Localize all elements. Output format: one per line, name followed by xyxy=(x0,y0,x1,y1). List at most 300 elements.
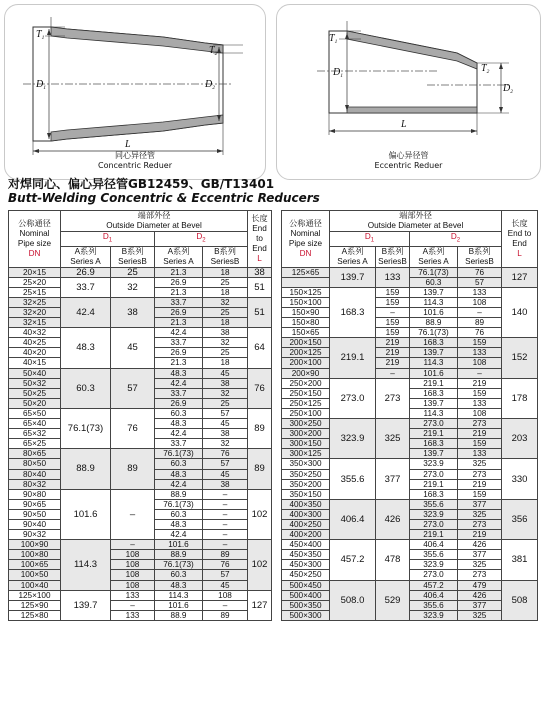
d2-series-b-cell: 32 xyxy=(203,439,248,449)
d2-series-a-cell: 76.1(73) xyxy=(410,328,458,338)
d2-series-a-cell: 219.1 xyxy=(410,530,458,540)
length-cell: 140 xyxy=(502,287,538,337)
table-row xyxy=(282,439,538,449)
header-dn-dn_en1: Nominal xyxy=(290,228,321,238)
header-series-b-en: SeriesB xyxy=(118,256,147,266)
concentric-caption-en: Concentric Reduer xyxy=(97,161,172,170)
d2-series-a-cell: 101.6 xyxy=(155,540,203,550)
dn-cell: 350×250 xyxy=(282,469,330,479)
d1-series-a-cell: 168.3 xyxy=(330,287,376,337)
d2-series-b-cell: 32 xyxy=(203,338,248,348)
table-row xyxy=(282,509,538,519)
d2-series-a-cell: 101.6 xyxy=(155,600,203,610)
reducer-table-right xyxy=(281,210,538,621)
d1-series-b-cell: 108 xyxy=(111,580,155,590)
l-label: L xyxy=(125,139,131,150)
dn-cell: 40×20 xyxy=(9,348,61,358)
header-series-a-cn: A系列 xyxy=(422,246,445,256)
dn-cell: 350×150 xyxy=(282,489,330,499)
length-cell: 89 xyxy=(248,449,272,489)
d2-series-b-cell: 57 xyxy=(203,570,248,580)
table-header xyxy=(282,211,538,268)
d2-label: $D_2$ xyxy=(205,79,215,91)
d1-series-b-cell: 38 xyxy=(111,297,155,327)
table-row xyxy=(282,348,538,358)
length-cell: 508 xyxy=(502,580,538,620)
table-row xyxy=(282,560,538,570)
dn-cell: 200×125 xyxy=(282,348,330,358)
dn-cell: 250×150 xyxy=(282,388,330,398)
header-dn-code: DN xyxy=(28,248,41,258)
d1-series-a-cell: 139.7 xyxy=(61,590,111,620)
d2-series-a-cell: 114.3 xyxy=(410,358,458,368)
table-row xyxy=(282,499,538,509)
dn-cell: 65×40 xyxy=(9,419,61,429)
d2-series-b-cell: 325 xyxy=(458,459,502,469)
table-row xyxy=(9,449,272,459)
d1-series-a-cell: 139.7 xyxy=(330,267,376,287)
d2-series-b-cell: 38 xyxy=(203,479,248,489)
table-row xyxy=(282,419,538,429)
d2-series-a-cell: 76.1(73) xyxy=(155,449,203,459)
d2-series-b-cell: 45 xyxy=(203,469,248,479)
dn-cell: 300×200 xyxy=(282,429,330,439)
table-row xyxy=(282,408,538,418)
d1-series-b-cell: 478 xyxy=(376,540,410,580)
d2-series-b-cell: 159 xyxy=(458,338,502,348)
table-header xyxy=(9,211,272,268)
header-d1-letter: D xyxy=(364,232,371,241)
dn-cell: 100×40 xyxy=(9,580,61,590)
header-dn-dn_cn: 公称通径 xyxy=(18,218,51,228)
d1-series-b-cell: 108 xyxy=(111,550,155,560)
header-series-b xyxy=(376,246,410,267)
ecc-d1-label: $D_1$ xyxy=(333,67,343,79)
d2-series-b-cell: 38 xyxy=(203,429,248,439)
ecc-d2-label: $D_2$ xyxy=(503,83,513,95)
d2-series-a-cell: 48.3 xyxy=(155,580,203,590)
table-row xyxy=(282,398,538,408)
d2-series-b-cell: 273 xyxy=(458,570,502,580)
header-od-cn: 端部外径 xyxy=(399,211,432,220)
dn-cell: 80×65 xyxy=(9,449,61,459)
d2-series-b-cell: 219 xyxy=(458,429,502,439)
header-series-a-cn: A系列 xyxy=(74,246,97,256)
t1-label: $T_1$ xyxy=(36,29,45,41)
header-dn-dn_en2: Pipe size xyxy=(288,238,323,248)
d2-series-a-cell: 42.4 xyxy=(155,378,203,388)
d2-series-a-cell: 42.4 xyxy=(155,429,203,439)
d1-series-b-cell: 377 xyxy=(376,459,410,499)
header-series-a-en: Series A xyxy=(337,256,368,266)
dn-cell: 300×250 xyxy=(282,419,330,429)
d2-series-a-cell: 60.3 xyxy=(155,459,203,469)
header-dn-dn_cn: 公称通径 xyxy=(289,218,322,228)
header-series-a xyxy=(330,246,376,267)
dn-cell: 300×150 xyxy=(282,439,330,449)
table-row xyxy=(282,519,538,529)
header-series-b xyxy=(203,246,248,267)
d2-series-b-cell: – xyxy=(203,519,248,529)
d1-series-b-cell: – xyxy=(376,308,410,318)
d2-series-b-cell: 89 xyxy=(203,550,248,560)
d2-series-a-cell: 168.3 xyxy=(410,388,458,398)
table-row xyxy=(282,600,538,610)
d1-series-a-cell: 42.4 xyxy=(61,297,111,327)
d2-series-a-cell: 26.9 xyxy=(155,277,203,287)
dn-cell: 400×200 xyxy=(282,530,330,540)
d2-series-a-cell: 323.9 xyxy=(410,560,458,570)
d2-series-a-cell: 168.3 xyxy=(410,439,458,449)
d2-series-b-cell: 25 xyxy=(203,277,248,287)
d2-series-b-cell: 325 xyxy=(458,560,502,570)
d1-series-b-cell: 25 xyxy=(111,267,155,277)
d2-series-b-cell: 108 xyxy=(458,358,502,368)
d2-series-b-cell: 38 xyxy=(203,328,248,338)
length-cell: 178 xyxy=(502,378,538,418)
d2-series-b-cell: 57 xyxy=(458,277,502,287)
d2-series-a-cell: 355.6 xyxy=(410,499,458,509)
dn-cell: 400×300 xyxy=(282,509,330,519)
d1-series-b-cell: 57 xyxy=(111,368,155,408)
table-row xyxy=(9,590,272,600)
length-cell: 356 xyxy=(502,499,538,539)
d2-series-a-cell: 26.9 xyxy=(155,348,203,358)
dn-cell: 100×50 xyxy=(9,570,61,580)
d2-series-a-cell: 88.9 xyxy=(410,318,458,328)
ecc-t2-label: $T_2$ xyxy=(481,63,490,75)
table-row xyxy=(282,328,538,338)
header-series-b-cn: B系列 xyxy=(214,246,236,256)
header-length xyxy=(248,211,272,268)
dn-cell: 150×125 xyxy=(282,287,330,297)
d2-series-b-cell: 219 xyxy=(458,378,502,388)
d2-series-a-cell: 114.3 xyxy=(155,590,203,600)
header-d2 xyxy=(155,232,248,247)
d2-series-b-cell: 32 xyxy=(203,297,248,307)
d2-series-b-cell: – xyxy=(203,489,248,499)
table-row xyxy=(282,297,538,307)
d2-series-b-cell: 133 xyxy=(458,287,502,297)
header-d1-letter: D xyxy=(102,232,109,241)
d2-series-a-cell: 273.0 xyxy=(410,570,458,580)
d2-series-a-cell: 273.0 xyxy=(410,519,458,529)
d1-series-b-cell: 529 xyxy=(376,580,410,620)
d2-series-b-cell: 159 xyxy=(458,388,502,398)
dn-cell: 350×300 xyxy=(282,459,330,469)
d1-series-b-cell: – xyxy=(111,489,155,539)
length-cell: 203 xyxy=(502,419,538,459)
dn-cell: 100×90 xyxy=(9,540,61,550)
dn-cell: 40×25 xyxy=(9,338,61,348)
length-cell: 381 xyxy=(502,540,538,580)
d2-series-b-cell: 426 xyxy=(458,590,502,600)
table-row xyxy=(282,479,538,489)
d1-series-b-cell: 45 xyxy=(111,328,155,368)
table-row xyxy=(282,378,538,388)
dn-cell: 250×200 xyxy=(282,378,330,388)
dn-cell: 40×15 xyxy=(9,358,61,368)
table-row xyxy=(282,449,538,459)
header-series-a xyxy=(61,246,111,267)
d2-series-a-cell: 60.3 xyxy=(155,509,203,519)
length-cell: 64 xyxy=(248,328,272,368)
dn-cell: 500×400 xyxy=(282,590,330,600)
header-d2-letter: D xyxy=(450,232,457,241)
dn-cell: 400×350 xyxy=(282,499,330,509)
dn-cell: 40×32 xyxy=(9,328,61,338)
d1-series-a-cell: 273.0 xyxy=(330,378,376,418)
dn-cell: 90×40 xyxy=(9,519,61,529)
d2-series-a-cell: 114.3 xyxy=(410,297,458,307)
d1-series-a-cell: 508.0 xyxy=(330,580,376,620)
d2-series-a-cell: 139.7 xyxy=(410,348,458,358)
d2-series-b-cell: 108 xyxy=(458,297,502,307)
d1-series-b-cell: 426 xyxy=(376,499,410,539)
header-od-en: Outside Diameter at Bevel xyxy=(367,221,464,230)
d1-series-b-cell: 273 xyxy=(376,378,410,418)
header-series-b-en: SeriesB xyxy=(465,256,494,266)
d2-series-b-cell: 18 xyxy=(203,358,248,368)
header-series-a-cn: A系列 xyxy=(167,246,190,256)
d2-series-a-cell: 33.7 xyxy=(155,338,203,348)
d1-series-a-cell: 406.4 xyxy=(330,499,376,539)
table-row xyxy=(282,338,538,348)
d2-series-b-cell: 45 xyxy=(203,368,248,378)
d1-series-b-cell: 325 xyxy=(376,419,410,459)
dn-cell: 450×300 xyxy=(282,560,330,570)
d2-series-b-cell: – xyxy=(458,308,502,318)
header-dn-code: DN xyxy=(299,248,312,258)
dn-cell: 100×65 xyxy=(9,560,61,570)
dn-cell: 80×32 xyxy=(9,479,61,489)
d2-series-a-cell: 323.9 xyxy=(410,459,458,469)
t2-label: $T_2$ xyxy=(209,45,218,57)
d2-series-b-cell: 108 xyxy=(203,590,248,600)
header-series-b-cn: B系列 xyxy=(381,246,404,256)
header-length-len_en1: End to xyxy=(252,223,267,243)
header-series-b-cn: B系列 xyxy=(121,246,144,256)
d2-series-a-cell: 406.4 xyxy=(410,590,458,600)
eccentric-caption-cn: 偏心异径管 xyxy=(388,151,429,160)
table-row xyxy=(282,277,538,287)
d2-series-a-cell: 21.3 xyxy=(155,318,203,328)
dn-cell: 32×15 xyxy=(9,318,61,328)
header-series-b-en: SeriesB xyxy=(378,256,407,266)
d2-series-b-cell: 159 xyxy=(458,489,502,499)
dn-cell: 20×15 xyxy=(9,267,61,277)
dn-cell: 80×50 xyxy=(9,459,61,469)
dn-cell: 50×32 xyxy=(9,378,61,388)
dn-cell: 200×100 xyxy=(282,358,330,368)
dn-cell: 65×32 xyxy=(9,429,61,439)
reducer-table-left xyxy=(8,210,272,621)
header-outside-diameter xyxy=(61,211,248,232)
eccentric-reducer-drawing xyxy=(276,4,541,180)
header-dn-dn_en1: Nominal xyxy=(19,228,50,238)
d1-series-a-cell: 33.7 xyxy=(61,277,111,297)
d1-series-b-cell: – xyxy=(111,540,155,550)
length-cell: 102 xyxy=(248,489,272,539)
dn-cell: 450×250 xyxy=(282,570,330,580)
header-series-a-en: Series A xyxy=(163,256,194,266)
d2-series-b-cell: – xyxy=(203,530,248,540)
d2-series-b-cell: 426 xyxy=(458,540,502,550)
header-d2-sub: 2 xyxy=(202,237,206,244)
ecc-l-label: L xyxy=(401,119,407,130)
d2-series-b-cell: 108 xyxy=(458,408,502,418)
header-dn xyxy=(282,211,330,268)
table-row xyxy=(282,388,538,398)
d1-series-b-cell: 159 xyxy=(376,287,410,297)
d2-series-b-cell: 32 xyxy=(203,388,248,398)
d2-series-b-cell: 159 xyxy=(458,439,502,449)
table-row xyxy=(9,277,272,287)
header-length-len_en2: End xyxy=(512,238,527,248)
length-cell: 38 xyxy=(248,267,272,277)
d1-series-b-cell: 108 xyxy=(111,570,155,580)
d2-series-b-cell: 133 xyxy=(458,398,502,408)
d1-series-b-cell: 133 xyxy=(376,267,410,287)
d2-series-a-cell: 33.7 xyxy=(155,297,203,307)
d1-series-b-cell: 159 xyxy=(376,297,410,307)
title-chinese: 对焊同心、偏心异径管GB12459、GB/T13401 xyxy=(8,177,275,191)
d1-series-a-cell: 26.9 xyxy=(61,267,111,277)
d2-series-a-cell: 60.3 xyxy=(410,277,458,287)
d2-series-a-cell: 323.9 xyxy=(410,509,458,519)
header-od-en: Outside Diameter at Bevel xyxy=(106,221,202,230)
dn-cell: 65×25 xyxy=(9,439,61,449)
d2-series-b-cell: 76 xyxy=(203,560,248,570)
d1-series-b-cell: 219 xyxy=(376,338,410,348)
header-dn-dn_en2: Pipe size xyxy=(17,238,52,248)
length-cell: 127 xyxy=(502,267,538,287)
table-row xyxy=(282,469,538,479)
d2-series-b-cell: 57 xyxy=(203,408,248,418)
header-d1-sub: 1 xyxy=(370,237,375,244)
header-series-b-cn: B系列 xyxy=(468,246,491,256)
dn-cell: 450×350 xyxy=(282,550,330,560)
d2-series-b-cell: 325 xyxy=(458,509,502,519)
length-cell: 51 xyxy=(248,277,272,297)
d2-series-b-cell: 377 xyxy=(458,600,502,610)
d2-series-b-cell: 273 xyxy=(458,519,502,529)
dn-cell: 32×25 xyxy=(9,297,61,307)
header-d2-sub: 2 xyxy=(456,237,461,244)
concentric-reducer-drawing xyxy=(4,4,266,180)
dn-cell: 25×15 xyxy=(9,287,61,297)
d1-series-a-cell: 60.3 xyxy=(61,368,111,408)
d1-series-a-cell: 355.6 xyxy=(330,459,376,499)
dn-cell: 125×80 xyxy=(9,610,61,620)
header-series-a-cn: A系列 xyxy=(341,246,364,256)
length-cell: 51 xyxy=(248,297,272,327)
d1-series-a-cell: 101.6 xyxy=(61,489,111,539)
dn-cell: 90×65 xyxy=(9,499,61,509)
dn-cell: 125×65 xyxy=(282,267,330,277)
header-series-b xyxy=(458,246,502,267)
d2-series-b-cell: 45 xyxy=(203,580,248,590)
header-d1 xyxy=(330,232,410,247)
d2-series-b-cell: 76 xyxy=(203,449,248,459)
d1-series-b-cell: 219 xyxy=(376,348,410,358)
table-row xyxy=(9,580,272,590)
header-length-len_cn: 长度 xyxy=(251,213,268,223)
d2-series-a-cell: 60.3 xyxy=(155,570,203,580)
dn-cell: 200×150 xyxy=(282,338,330,348)
dn-cell: 150×100 xyxy=(282,297,330,307)
length-cell: 330 xyxy=(502,459,538,499)
d2-series-b-cell: 219 xyxy=(458,530,502,540)
dn-cell: 50×20 xyxy=(9,398,61,408)
dn-cell: 400×250 xyxy=(282,519,330,529)
header-length-code: L xyxy=(257,253,262,263)
dn-cell: 25×20 xyxy=(9,277,61,287)
d2-series-a-cell: 273.0 xyxy=(410,469,458,479)
header-d1 xyxy=(61,232,155,247)
dn-cell: 90×80 xyxy=(9,489,61,499)
d2-series-a-cell: 88.9 xyxy=(155,550,203,560)
d2-series-a-cell: 48.3 xyxy=(155,519,203,529)
d2-series-a-cell: 323.9 xyxy=(410,610,458,620)
d2-series-a-cell: 355.6 xyxy=(410,600,458,610)
d1-series-a-cell: 48.3 xyxy=(61,328,111,368)
table-row xyxy=(282,570,538,580)
title-english: Butt-Welding Concentric & Eccentric Reducers xyxy=(8,191,320,205)
d2-series-a-cell: 60.3 xyxy=(155,408,203,418)
d2-series-a-cell: 26.9 xyxy=(155,308,203,318)
table-row xyxy=(282,358,538,368)
ecc-t1-label: $T_1$ xyxy=(329,33,338,45)
header-outside-diameter xyxy=(330,211,502,232)
d2-series-a-cell: 42.4 xyxy=(155,328,203,338)
d1-series-a-cell: 88.9 xyxy=(61,449,111,489)
table-row xyxy=(282,287,538,297)
d1-series-b-cell: 32 xyxy=(111,277,155,297)
d2-series-b-cell: 25 xyxy=(203,398,248,408)
d2-series-b-cell: 45 xyxy=(203,419,248,429)
table-row xyxy=(282,530,538,540)
d1-series-b-cell: 133 xyxy=(111,610,155,620)
d2-series-a-cell: 219.1 xyxy=(410,479,458,489)
d2-series-b-cell: 219 xyxy=(458,479,502,489)
dn-cell: 65×50 xyxy=(9,408,61,418)
d1-series-a-cell: 457.2 xyxy=(330,540,376,580)
d2-series-b-cell: 57 xyxy=(203,459,248,469)
dn-cell: 125×90 xyxy=(9,600,61,610)
d2-series-a-cell: 139.7 xyxy=(410,449,458,459)
d1-series-b-cell: 159 xyxy=(376,318,410,328)
dn-cell: 32×20 xyxy=(9,308,61,318)
d2-series-b-cell: 25 xyxy=(203,308,248,318)
table-row xyxy=(9,570,272,580)
table-row xyxy=(282,429,538,439)
table-row xyxy=(282,550,538,560)
table-row xyxy=(282,368,538,378)
table-row xyxy=(282,489,538,499)
d2-series-a-cell: 42.4 xyxy=(155,530,203,540)
d2-series-b-cell: 76 xyxy=(458,267,502,277)
table-row xyxy=(9,408,272,418)
dn-cell: 500×350 xyxy=(282,600,330,610)
d2-series-b-cell: – xyxy=(203,540,248,550)
d1-series-b-cell: – xyxy=(111,600,155,610)
dn-cell: 350×200 xyxy=(282,479,330,489)
table-row xyxy=(9,328,272,338)
d1-series-a-cell: 219.1 xyxy=(330,338,376,378)
d2-series-a-cell: 168.3 xyxy=(410,338,458,348)
d1-series-a-cell: 76.1(73) xyxy=(61,408,111,448)
